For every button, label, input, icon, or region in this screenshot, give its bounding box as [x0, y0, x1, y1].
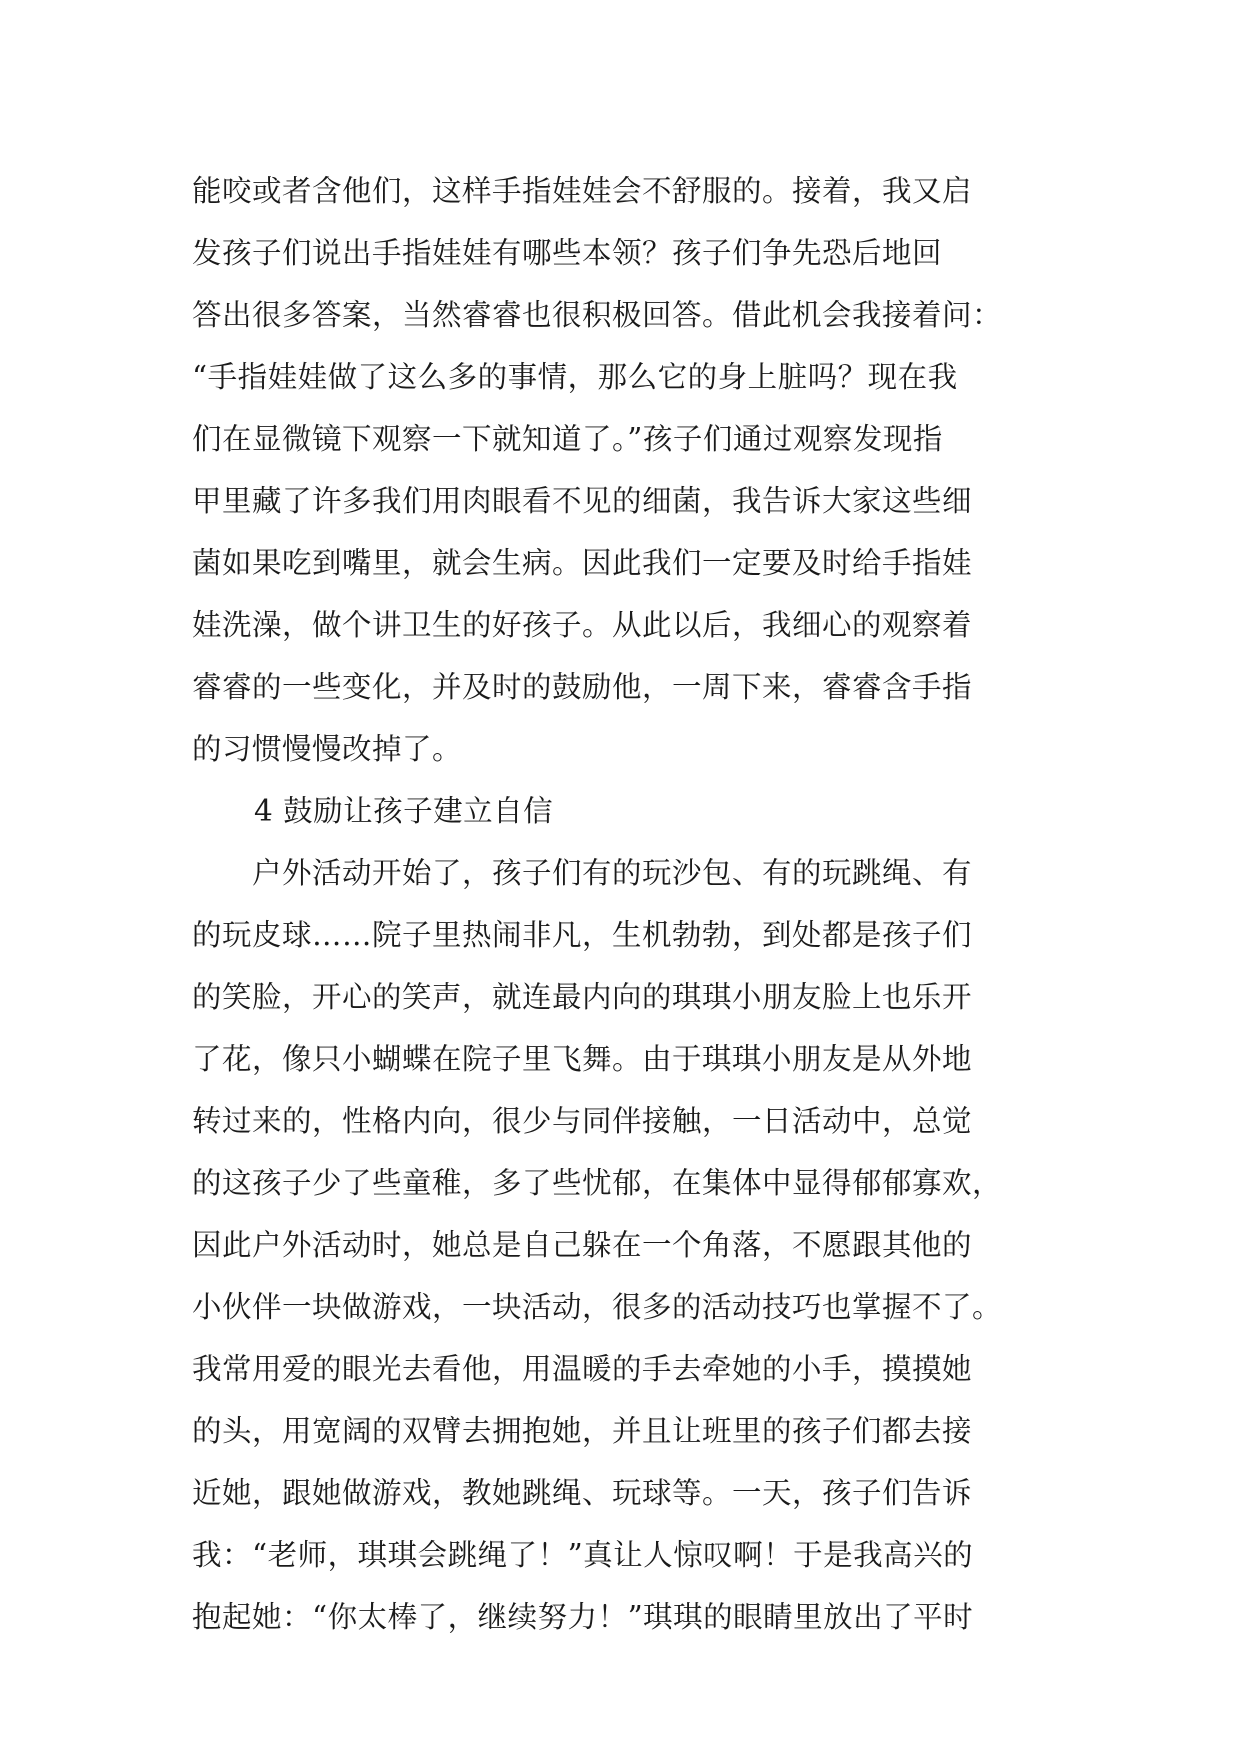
- text-line: 的习惯慢慢改掉了。: [192, 732, 463, 766]
- text-line: 睿睿的一些变化，并及时的鼓励他，一周下来，睿睿含手指: [192, 670, 973, 704]
- text-line: 发孩子们说出手指娃娃有哪些本领？孩子们争先恐后地回: [192, 236, 943, 270]
- text-line: 的这孩子少了些童稚，多了些忧郁，在集体中显得郁郁寡欢，: [192, 1166, 1003, 1200]
- text-line: 转过来的，性格内向，很少与同伴接触，一日活动中，总觉: [192, 1104, 973, 1138]
- text-line: 的头，用宽阔的双臂去拥抱她，并且让班里的孩子们都去接: [192, 1414, 973, 1448]
- text-line: “手指娃娃做了这么多的事情，那么它的身上脏吗？现在我: [192, 360, 958, 394]
- text-line: 了花，像只小蝴蝶在院子里飞舞。由于琪琪小朋友是从外地: [192, 1042, 973, 1076]
- text-line: 的玩皮球……院子里热闹非凡，生机勃勃，到处都是孩子们: [192, 918, 973, 952]
- document-body: [192, 160, 1052, 1648]
- text-line: 小伙伴一块做游戏，一块活动，很多的活动技巧也掌握不了。: [192, 1290, 1003, 1324]
- text-line: 甲里藏了许多我们用肉眼看不见的细菌，我告诉大家这些细: [192, 484, 973, 518]
- section-heading: 4 鼓励让孩子建立自信: [254, 794, 554, 828]
- text-line: 娃洗澡，做个讲卫生的好孩子。从此以后，我细心的观察着: [192, 608, 973, 642]
- paragraph-first-line: 户外活动开始了，孩子们有的玩沙包、有的玩跳绳、有: [252, 856, 973, 890]
- text-line: 我：“老师，琪琪会跳绳了！”真让人惊叹啊！于是我高兴的: [192, 1538, 974, 1572]
- text-line: 近她，跟她做游戏，教她跳绳、玩球等。一天，孩子们告诉: [192, 1476, 973, 1510]
- text-line: 我常用爱的眼光去看他，用温暖的手去牵她的小手，摸摸她: [192, 1352, 973, 1386]
- text-line: 抱起她：“你太棒了，继续努力！”琪琪的眼睛里放出了平时: [192, 1600, 974, 1634]
- text-line: 因此户外活动时，她总是自己躲在一个角落，不愿跟其他的: [192, 1228, 973, 1262]
- text-line: 答出很多答案，当然睿睿也很积极回答。借此机会我接着问：: [192, 298, 1003, 332]
- text-line: 菌如果吃到嘴里，就会生病。因此我们一定要及时给手指娃: [192, 546, 973, 580]
- text-line: 的笑脸，开心的笑声，就连最内向的琪琪小朋友脸上也乐开: [192, 980, 973, 1014]
- text-line: 们在显微镜下观察一下就知道了。”孩子们通过观察发现指: [192, 422, 943, 456]
- text-line: 能咬或者含他们，这样手指娃娃会不舒服的。接着，我又启: [192, 174, 973, 208]
